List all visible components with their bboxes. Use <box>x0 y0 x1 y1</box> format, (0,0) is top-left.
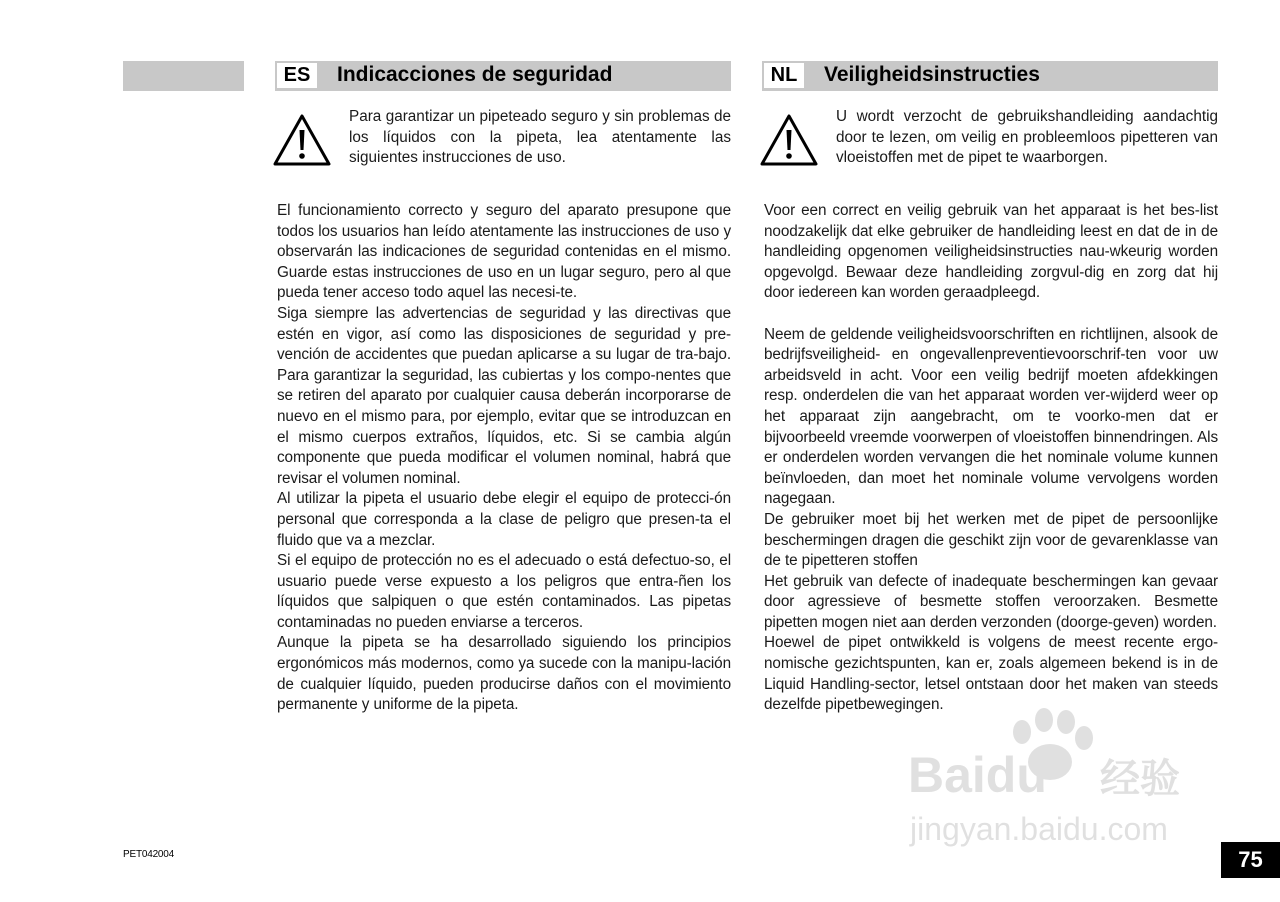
section-header-nl <box>762 61 1218 91</box>
section-title-es: Indicacciones de seguridad <box>337 63 613 86</box>
warning-text-nl: U wordt verzocht de gebruikshandleiding aandachtig door te lezen, om veilig en probleemloos pipetteren van vloeistoffen met de pipet te waarborgen. <box>836 108 1218 167</box>
body-text-es <box>275 201 731 716</box>
paragraph-es-3: Al utilizar la pipeta el usuario debe elegir el equipo de protecci-ón personal que corresponda a la clase de peligro que presen-ta el fluido que va a mezclar. <box>277 490 731 549</box>
warning-text-es: Para garantizar un pipeteado seguro y sin problemas de los líquidos con la pipeta, lea atentamente las siguientes instrucciones de uso. <box>349 108 731 167</box>
paragraph-nl-5: Hoewel de pipet ontwikkeld is volgens de meest recente ergo-nomische gezichtspunten, kan er, zoals algemeen bekend is in de Liquid Handling-sector, letsel ontstaan door het maken van steeds dezelfde pipetbewegingen. <box>764 634 1218 714</box>
watermark-url: jingyan.baidu.com <box>910 811 1168 847</box>
section-header-es <box>275 61 731 91</box>
left-margin-bar <box>123 61 244 91</box>
paragraph-es-5: Aunque la pipeta se ha desarrollado siguiendo los principios ergonómicos más modernos, como ya sucede con la manipu-lación de cualquier líquido, pueden producirse daños con el movimiento permanente y uniforme de la pipeta. <box>277 634 731 714</box>
paragraph-es-1: El funcionamiento correcto y seguro del aparato presupone que todos los usuarios han leído atentamente las instrucciones de uso y observarán las indicaciones de seguridad contenidas en el mismo. Guarde estas instrucciones de uso en un lugar seguro, pero al que pueda tener acceso todo aquel las necesi-te. <box>277 202 731 302</box>
baidu-watermark <box>900 700 1220 860</box>
watermark-suffix: 经验 <box>1100 756 1180 802</box>
paragraph-nl-1: Voor een correct en veilig gebruik van het apparaat is het bes-list noodzakelijk dat elke gebruiker de handleiding leest en dat de in de handleiding opgenomen veiligheidsinstructies nau-wkeurig worden opgevolgd. Bewaar deze handleiding zorgvul-dig en zorg dat hij door iedereen kan worden geraadpleegd. <box>764 202 1218 302</box>
paragraph-es-2: Siga siempre las advertencias de seguridad y las directivas que estén en vigor, así como las disposiciones de seguridad y pre-vención de accidentes que puedan aplicarse a su lugar de tra-bajo. Para garantizar la seguridad, las cubiertas y los compo-nentes que se retiren del aparato por cualquier causa deberán incorporarse de nuevo en el mismo para, por ejemplo, evitar que se introduzcan en el mismo cuerpos extraños, líquidos, etc. Si se cambia algún componente que pueda modificar el volumen nominal, habrá que revisar el volumen nominal. <box>277 304 731 487</box>
section-nl <box>762 61 1218 716</box>
section-es <box>275 61 731 716</box>
paragraph-nl-2: Neem de geldende veiligheidsvoorschriften en richtlijnen, alsook de bedrijfsveiligheid- en ongevallenpreventievoorschrif-ten voor uw arbeidsveld in acht. Voor een veilig bedrijf moeten afdekkingen resp. onderdelen die van het apparaat worden ver-wijderd weer op het apparaat zijn aangebracht, om te voorko-men dat er bijvoorbeeld vreemde voorwerpen of vloeistoffen binnendringen. Als er onderdelen worden vervangen die het nominale volume kunnen beïnvloeden, dan moet het nominale volume vervolgens worden nagegaan. <box>764 325 1218 508</box>
page-number: 75 <box>1221 842 1280 878</box>
language-code-es: ES <box>277 63 317 88</box>
warning-triangle-icon <box>272 113 332 167</box>
body-text-nl <box>762 201 1218 716</box>
section-title-nl: Veiligheidsinstructies <box>824 63 1040 86</box>
warning-block-es <box>275 107 731 189</box>
paragraph-nl-4: Het gebruik van defecte of inadequate beschermingen kan gevaar door agressieve of besmette stoffen veroorzaken. Besmette pipetten mogen niet aan derden verzonden (doorge-geven) worden. <box>764 572 1218 631</box>
warning-triangle-icon <box>759 113 819 167</box>
watermark-brand: Baidu <box>908 747 1047 803</box>
document-code: PET042004 <box>123 849 175 860</box>
paragraph-es-4: Si el equipo de protección no es el adecuado o está defectuo-so, el usuario puede verse expuesto a los peligros que entra-ñen los líquidos que salpiquen o que estén contaminados. Las pipetas contaminadas no pueden enviarse a terceros. <box>277 552 731 631</box>
paragraph-nl-3: De gebruiker moet bij het werken met de pipet de persoonlijke beschermingen dragen die geschikt zijn voor de gevarenklasse van de te pipetteren stoffen <box>764 510 1218 570</box>
warning-block-nl <box>762 107 1218 189</box>
language-code-nl: NL <box>764 63 804 88</box>
